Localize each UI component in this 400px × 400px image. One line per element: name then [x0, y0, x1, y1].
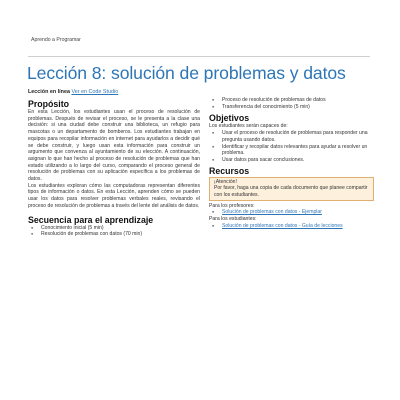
list-item: ● Identificar y recopilar datos relevantes para ayudar a resolver un problema. — [209, 144, 374, 157]
page-title: Lección 8: solución de problemas y datos — [27, 63, 346, 83]
purpose-heading: Propósito — [28, 99, 70, 109]
left-column — [28, 99, 200, 238]
right-column — [209, 97, 374, 229]
attention-note — [209, 177, 374, 201]
objectives-list — [209, 130, 374, 164]
header-divider — [28, 56, 370, 57]
attention-label: ¡Atención! — [214, 179, 237, 186]
header-label: Aprendo a Programar — [31, 37, 81, 43]
objectives-heading: Objetivos — [209, 113, 250, 124]
objectives-intro: Los estudiantes serán capaces de: — [209, 123, 288, 130]
purpose-paragraph-1: En esta Lección, los estudiantes usan el proceso de resolución de problemas. Después de revisar el proceso, se le presenta a la clase una decisión: si una ciudad debe construir una biblioteca, un refugio para mascotas o un departamento de bomberos. Los estudiantes trabajan en equipos para recopilar información en internet para ayudarlos a decidir qué se debe construir, y luego usan esta información para construir un argumento que convenza al ayuntamiento de su elección. A continuación, asignan lo que han hecho al proceso de resolución de problemas que han estado utilizando a lo largo del curso, comparando el proceso general de resolución de problemas con su aplicación específica a los problemas de datos. — [28, 109, 200, 183]
list-item — [209, 209, 374, 216]
sequence-heading: Secuencia para el aprendizaje — [28, 214, 154, 225]
list-item: ● Conocimiento inicial (5 min) — [28, 225, 200, 232]
students-label: Para los estudiantes: — [209, 215, 257, 222]
student-resources-list — [209, 223, 374, 230]
list-item — [209, 223, 374, 230]
teacher-resources-list — [209, 209, 374, 216]
list-item: ● Proceso de resolución de problemas de datos — [209, 97, 374, 104]
code-studio-link[interactable]: Ver en Code Studio — [71, 89, 119, 95]
list-item: ● Transferencia del conocimiento (5 min) — [209, 104, 374, 111]
online-lesson-line — [28, 89, 118, 95]
exemplar-link[interactable]: Solución de problemas con datos - Ejemplar — [222, 209, 322, 216]
teachers-label: Para los profesores: — [209, 202, 255, 209]
sequence-list — [28, 225, 200, 238]
resources-heading: Recursos — [209, 165, 250, 176]
list-item: ● Usar el proceso de resolución de problemas para responder una pregunta usando datos. — [209, 130, 374, 143]
online-lesson-label: Lección en línea — [28, 89, 70, 95]
sequence-list-continued — [209, 97, 374, 110]
lesson-guide-link[interactable]: Solución de problemas con datos - Guía de lecciones — [222, 222, 343, 229]
list-item: ● Usar datos para sacar conclusiones. — [209, 157, 374, 164]
list-item: ● Resolución de problemas con datos (70 min) — [28, 231, 200, 238]
purpose-paragraph-2: Los estudiantes exploran cómo las computadoras representan diferentes tipos de información o datos. En esta Lección, aprenden cómo se pueden usar los datos para resolver problemas verbales reales, revisando el proceso de resolución de problemas a través del lente del análisis de datos. — [28, 182, 200, 209]
attention-text: Por favor, haga una copia de cada documento que planee compartir con los estudiantes. — [214, 185, 368, 198]
